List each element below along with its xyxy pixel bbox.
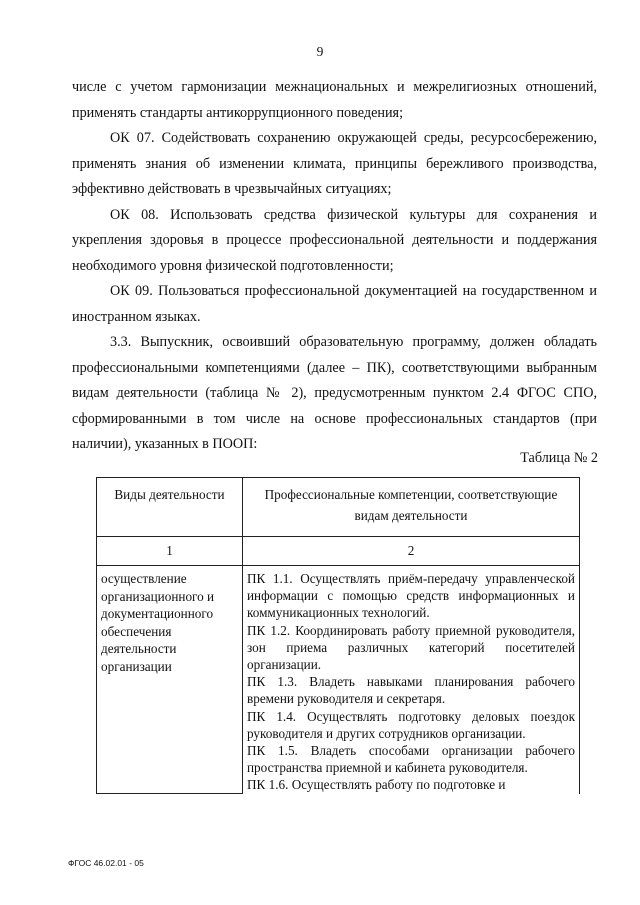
paragraph-3-3: 3.3. Выпускник, освоивший образовательную программу, должен обладать профессиональными компетенциями (далее – ПК), соответствующими выбранным видам деятельности (таблица № 2), предусмотренным пунктом 2.4 ФГОС СПО, сформированными в том числе на основе профессиональных стандартов (при наличии), указанных в ПООП:: [72, 334, 597, 452]
table-caption: Таблица № 2: [520, 450, 598, 466]
table-header-row: [97, 478, 580, 537]
header-competencies: Профессиональные компетенции, соответствующие видам деятельности: [243, 478, 580, 537]
column-number-1: 1: [97, 537, 243, 566]
competency-pk-1-6: ПК 1.6. Осуществлять работу по подготовке и: [247, 777, 506, 793]
page-number: 9: [316, 44, 324, 59]
footer-code: ФГОС 46.02.01 - 05: [68, 858, 144, 868]
competency-pk-1-4: ПК 1.4. Осуществлять подготовку деловых поездок руководителя и других сотрудников организации.: [247, 708, 575, 741]
activity-cell: осуществление организационного и документационного обеспечения деятельности организации: [97, 566, 243, 794]
competency-cell: [243, 566, 580, 794]
paragraph-ok08: ОК 08. Использовать средства физической культуры для сохранения и укрепления здоровья в процессе профессиональной деятельности и поддержания необходимого уровня физической подготовленности;: [72, 206, 597, 274]
competency-pk-1-2: ПК 1.2. Координировать работу приемной руководителя, зон приема различных категорий посетителей организации.: [247, 622, 575, 673]
body-text: [72, 75, 597, 458]
table-row: [97, 566, 580, 794]
table-number-row: [97, 537, 580, 566]
competency-pk-1-3: ПК 1.3. Владеть навыками планирования рабочего времени руководителя и секретаря.: [247, 674, 575, 707]
paragraph-continuation: числе с учетом гармонизации межнациональных и межрелигиозных отношений, применять стандарты антикоррупционного поведения;: [72, 79, 597, 121]
paragraph-ok07: ОК 07. Содействовать сохранению окружающей среды, ресурсосбережению, применять знания об изменении климата, принципы бережливого производства, эффективно действовать в чрезвычайных ситуациях;: [72, 130, 597, 197]
column-number-2: 2: [243, 537, 580, 566]
competencies-table: [96, 477, 580, 794]
competency-pk-1-1: ПК 1.1. Осуществлять приём-передачу управленческой информации с помощью средств информационных и коммуникационных технологий.: [247, 571, 575, 621]
paragraph-ok09: ОК 09. Пользоваться профессиональной документацией на государственном и иностранном языках.: [72, 283, 597, 325]
competency-pk-1-5: ПК 1.5. Владеть способами организации рабочего пространства приемной и кабинета руководителя.: [247, 743, 575, 776]
header-activities: Виды деятельности: [97, 478, 243, 537]
